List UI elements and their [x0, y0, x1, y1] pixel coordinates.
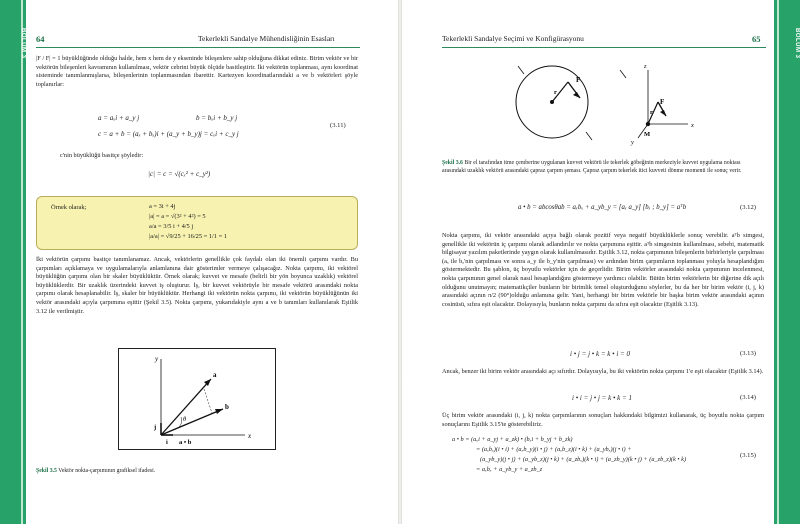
header-rule [36, 47, 360, 48]
vector-a-arrow [161, 379, 211, 435]
page-number: 65 [752, 34, 761, 44]
equation: i • j = j • k = k • i = 0 [570, 350, 631, 358]
tab-stripe [21, 0, 23, 524]
example-line: |a/a| = √9/25 + 16/25 = 1/1 = 1 [149, 233, 227, 240]
equation: c = a + b = (aₓ + bₓ)i + (a_y + b_y)j = cₓi + c_y j [98, 130, 239, 138]
figure-3-5 [118, 348, 276, 450]
equation: i • i = j • j = k • k = 1 [572, 394, 633, 402]
r-label: r [554, 89, 557, 96]
equation: (a_yb_y)(j • j) + (a_yb_z)(j • k) + (a_zbₓ)(k • i) + (a_zb_y)(k • j) + (a_zb_z)(k • k) [480, 456, 687, 463]
tick-mark [586, 132, 592, 140]
tick-mark [518, 66, 524, 74]
example-box [36, 196, 358, 250]
example-line: |a| = a = √(3² + 4²) = 5 [149, 213, 206, 220]
moment-origin [646, 122, 650, 126]
running-head: Tekerlekli Sandalye Mühendisliğinin Esasları [198, 34, 335, 43]
equation: a • b = (aₓi + a_yj + a_zk) • (bₓi + b_yj + b_zk) [452, 436, 573, 443]
vector-b-arrow [161, 409, 223, 435]
page-number: 64 [36, 34, 45, 44]
tick-mark [620, 70, 626, 78]
equation: a • b = abcosθab = aₓbₓ + a_yb_y = [aₓ a_y] [bₓ ; b_y] = aᵀb [518, 204, 687, 211]
chapter-tab-label: BÖLÜM 3 [794, 28, 800, 59]
vector-a-label: a [213, 371, 217, 379]
chapter-tab-right [774, 0, 800, 524]
header-rule [442, 47, 766, 48]
example-label: Örnek olarak; [51, 204, 87, 211]
x-axis-label: x [248, 432, 252, 440]
paragraph: |F / F| = 1 büyüklüğünde olduğu halde, hem x hem de y ekseninde bileşenlere sahip olduğuna dikkat ediniz. Birim vektör ve bir vektörün bileşenleri kavramının kullanılması, vektör cebrini büyük ölçüde basitleştirir. İki vektörün toplanması, aynı koordinat sisteminde tanımlanmışlarsa, bileşenlerinin toplanmasından ibarettir. Kartezyen koordinatlarındaki a ve b vektörleri şöyle toplanırlar: [36, 55, 358, 88]
paragraph: Üç birim vektör arasındaki (i, j, k) nokta çarpımlarının sonuçları hakkındaki bilgimizi kullanarak, üç boyutlu nokta çarpım sonuçlarını Eşitlik 3.15'te gösterebiliriz. [442, 412, 764, 428]
force-label: F [576, 76, 581, 84]
unit-j-label: j [154, 424, 157, 431]
projection-line [204, 389, 212, 413]
example-line: a/a = 3/5 i + 4/5 j [149, 223, 194, 230]
tab-stripe [777, 0, 779, 524]
right-page [400, 0, 800, 524]
example-line: a = 3i + 4j [149, 203, 176, 210]
equation: = (aₓbₓ)(i • i) + (aₓb_y)(i • j) + (aₓb_z)(i • k) + (a_ybₓ)(j • i) + [476, 446, 632, 453]
equation-number: (3.11) [330, 122, 346, 129]
book-gutter [398, 0, 402, 524]
arrowhead [660, 110, 666, 116]
force-label-3d: F [660, 98, 665, 106]
arrowhead [215, 409, 223, 414]
equation-number: (3.15) [740, 452, 756, 459]
dot-product-label: a • b [179, 439, 192, 446]
r-label-3d: r [650, 109, 653, 116]
paragraph: Nokta çarpımı, iki vektör arasındaki açıya bağlı olarak pozitif veya negatif büyüklüklerle sonuç verebilir. aᵀb simgesi, genellikle iki vektörün iç çarpımı olarak adlandırılır ve nokta çarpımına eşittir. aᵀb simgesinin kullanılması, sebebi, matematik bilgisayar yazılım paketlerinde yaygın olarak kullanılmasıdır. Eşitlik 3.12, nokta çarpımının bileşenlerin birbirleriyle çarpılması (aₓ ile bₓ'nin çarpılması ve sonra a_y ile b_y'nin çarpılması) ve ardından birim çarpımların toplanması yoluyla hesaplandığını göstermektedir. Bu şablon, üç boyutlu vektörler için de geçerlidir. Birim vektörler arasındaki nokta çarpımının incelenmesi, nokta çarpımının genel olarak nasıl hesaplandığını göstermeye yardımcı olabilir. Bütün birim vektörlerin bir diğerine dik açılı olduğunu unutmayın; matematikçiler bunların bir birimlik temel oluşturduğunu söylerler, bu da her bir birim vektör (i, j, k) arasındaki açının π/2 (90°)olduğu anlamına gelir. Yani, herhangi bir birim vektörle bir başka birim vektör arasındaki açının cosinüsü, sıfıra eşit olacaktır. Dolayısıyla, bunların nokta çarpımı da sıfıra eşit olacaktır (Eşitlik 3.13). [442, 232, 764, 308]
paragraph: Ancak, benzer iki birim vektör arasındaki açı sıfırdır. Dolayısıyla, bu iki vektörün nokta çarpımı 1'e eşit olacaktır (Eşitlik 3.14). [442, 368, 764, 375]
y-axis-label: y [155, 355, 159, 363]
x-axis-label: x [691, 122, 694, 129]
vector-b-label: b [225, 403, 229, 411]
equation-number: (3.13) [740, 350, 756, 357]
paragraph: c'nin büyüklüğü basitçe şöyledir: [60, 152, 144, 159]
paragraph: İki vektörün çarpımı basitçe tanımlanamaz. Ancak, vektörlerin genellikle çok faydalı olan iki önemli çarpımı vardır. Bu çarpımları açıklamaya ve uygulamalarıyla anlamlanına dair gösterimler vermeye çalışacağız. Nokta çarpımı, iki vektörel büyüklüğün çarpımı olan bir skaler büyüklüktür. Örnek olarak; kuvvet ve mesafe (belirli bir yön boyunca uzaklık) vektörel büyüklüklerdir. Bir uzaklık üzerindeki kuvvet iş oluşturur. İş, bir kuvvet vektörüyle bir mesafe vektörü arasındaki nokta çarpımı olarak hesaplanabilir. İş, skaler bir büyüklüktür. Herhangi iki vektörün nokta çarpımı, iki vektörün büyüklüğünün iki vektör arasındaki açıyla çarpımına eşittir (Şekil 3.5). Nokta çarpımı, yukarıdakiyle aynı a ve b tanımları kullanılarak Eşitlik 3.12 ile verilmiştir. [36, 256, 358, 315]
moment-label: M [644, 131, 651, 138]
y-axis-label: y [631, 139, 634, 146]
equation-number: (3.14) [740, 394, 756, 401]
equation: = aₓbₓ + a_yb_y + a_zb_z [476, 466, 543, 473]
z-axis-label: z [644, 63, 647, 70]
equation: a = aₓi + a_y j [98, 114, 140, 122]
equation: |c| = c = √(cₓ² + c_y²) [148, 170, 211, 178]
vector-diagram [119, 349, 275, 449]
unit-i-label: i [166, 439, 168, 446]
figure-caption: Şekil 3.5 Vektör nokta-çarpımının grafiksel ifadesi. [36, 468, 156, 474]
arrowhead [573, 92, 580, 98]
chapter-tab-label: BÖLÜM 3 [20, 28, 26, 59]
angle-label: θ [183, 416, 187, 423]
figure-caption: Şekil 3.6 Bir el tarafından itme çemberine uygulanan kuvvet vektörü ile tekerlek göbeğinin merkeziyle kuvvet uygulama noktası arasındaki uzaklık vektörü arasındaki çapraz çarpım şeması. Çapraz çarpım tekerlek itici kuvveti dönme momenti ile sonuç verir. [442, 160, 742, 174]
equation: b = bₓi + b_y j [196, 114, 238, 122]
chapter-tab-left [0, 0, 26, 524]
equation-number: (3.12) [740, 204, 756, 211]
angle-arc [179, 417, 182, 427]
running-head: Tekerlekli Sandalye Seçimi ve Konfigürasyonu [442, 34, 584, 43]
figure-3-6 [510, 52, 710, 152]
